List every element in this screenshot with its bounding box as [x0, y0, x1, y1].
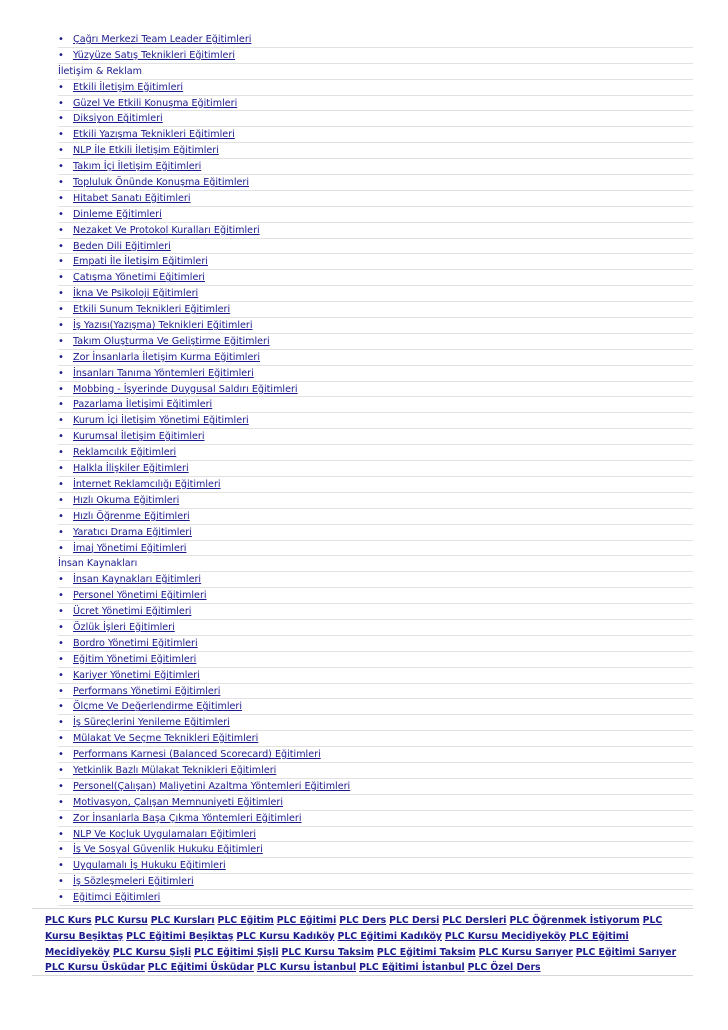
category-heading: İnsan Kaynakları — [58, 556, 693, 572]
footer-link[interactable]: PLC Eğitimi Şişli — [194, 946, 279, 958]
list-item — [58, 763, 693, 779]
bullet-icon: • — [58, 542, 64, 554]
footer-link[interactable]: PLC Ders — [339, 915, 387, 926]
bullet-icon: • — [58, 129, 64, 141]
bullet-icon: • — [58, 161, 64, 173]
bullet-icon: • — [58, 606, 64, 618]
course-link[interactable]: Çatışma Yönetimi Eğitimleri — [73, 272, 205, 284]
list-item — [58, 223, 693, 239]
list-item — [58, 445, 693, 461]
list-item — [58, 32, 693, 48]
list-item — [58, 477, 693, 493]
course-link[interactable]: İkna Ve Psikoloji Eğitimleri — [73, 288, 199, 300]
list-item — [58, 731, 693, 747]
footer-link[interactable]: PLC Eğitimi — [276, 915, 337, 926]
bullet-icon: • — [58, 590, 64, 602]
bullet-icon: • — [58, 81, 64, 93]
bullet-icon: • — [58, 764, 64, 776]
bullet-icon: • — [58, 844, 64, 856]
bullet-icon: • — [58, 113, 64, 125]
footer-link[interactable]: PLC Özel Ders — [467, 962, 541, 974]
footer-link[interactable]: PLC Eğitimi Mecidiyeköy — [45, 930, 629, 958]
course-link[interactable]: Performans Yönetimi Eğitimleri — [73, 685, 221, 697]
course-link[interactable]: İş Yazısı(Yazışma) Teknikleri Eğitimleri — [73, 320, 253, 332]
list-item — [58, 604, 693, 620]
list-item — [58, 143, 693, 159]
bullet-icon: • — [58, 335, 64, 347]
course-link[interactable]: Performans Karnesi (Balanced Scorecard) Eğitimleri — [73, 749, 321, 761]
list-item — [58, 270, 693, 286]
course-link[interactable]: Reklamcılık Eğitimleri — [73, 447, 177, 459]
footer-link[interactable]: PLC Kursu Kadıköy — [236, 930, 335, 942]
list-item — [58, 588, 693, 604]
footer-link[interactable]: PLC Eğitimi Beşiktaş — [126, 930, 234, 942]
footer-link[interactable]: PLC Dersi — [389, 915, 440, 926]
footer-link[interactable]: PLC Kursları — [150, 915, 215, 926]
footer-link[interactable]: PLC Kursu — [94, 915, 148, 926]
list-item — [58, 620, 693, 636]
course-link[interactable]: Hitabet Sanatı Eğitimleri — [73, 192, 191, 204]
bullet-icon: • — [58, 685, 64, 697]
bullet-icon: • — [58, 526, 64, 538]
footer-link[interactable]: PLC Eğitimi Kadıköy — [337, 930, 442, 942]
list-item — [58, 811, 693, 827]
bullet-icon: • — [58, 876, 64, 888]
course-link[interactable]: Yüzyüze Satış Teknikleri Eğitimleri — [73, 49, 236, 61]
course-link[interactable]: İş Sözleşmeleri Eğitimleri — [73, 876, 194, 888]
list-item — [58, 397, 693, 413]
list-item — [58, 96, 693, 112]
footer-link[interactable]: PLC Eğitimi İstanbul — [359, 962, 465, 974]
list-item — [58, 842, 693, 858]
list-item — [58, 699, 693, 715]
footer-link[interactable]: PLC Öğrenmek İstiyorum — [509, 915, 640, 926]
course-link[interactable]: İnternet Reklamcılığı Eğitimleri — [73, 478, 221, 490]
course-link[interactable]: Mülakat Ve Seçme Teknikleri Eğitimleri — [73, 733, 259, 745]
course-link[interactable]: NLP İle Etkili İletişim Eğitimleri — [73, 145, 219, 157]
course-link[interactable]: Yetkinlik Bazlı Mülakat Teknikleri Eğitimleri — [73, 764, 277, 776]
footer-link[interactable]: PLC Kursu Beşiktaş — [45, 915, 663, 942]
bullet-icon: • — [58, 717, 64, 729]
course-link[interactable]: Pazarlama İletişimi Eğitimleri — [73, 399, 213, 411]
bullet-icon: • — [58, 892, 64, 904]
course-link[interactable]: Takım Oluşturma Ve Geliştirme Eğitimleri — [73, 335, 270, 347]
course-link[interactable]: Eğitimci Eğitimleri — [73, 892, 161, 904]
course-link[interactable]: Ölçme Ve Değerlendirme Eğitimleri — [73, 701, 243, 713]
list-item — [58, 127, 693, 143]
footer-divider-bottom — [32, 975, 693, 976]
course-link[interactable]: Hızlı Öğrenme Eğitimleri — [73, 510, 190, 522]
footer-link[interactable]: PLC Kurs — [45, 915, 92, 926]
bullet-icon: • — [58, 208, 64, 220]
bullet-icon: • — [58, 463, 64, 475]
list-item — [58, 429, 693, 445]
bullet-icon: • — [58, 224, 64, 236]
footer-link[interactable]: PLC Eğitimi Taksim — [376, 946, 476, 958]
list-item — [58, 493, 693, 509]
list-item — [58, 286, 693, 302]
course-link[interactable]: Personel(Çalışan) Maliyetini Azaltma Yöntemleri Eğitimleri — [73, 780, 351, 792]
footer-link[interactable]: PLC Eğitimi Sarıyer — [575, 946, 677, 958]
course-link[interactable]: Motivasyon, Çalışan Memnuniyeti Eğitimleri — [73, 796, 284, 808]
footer-link[interactable]: PLC Kursu Üsküdar — [45, 962, 145, 974]
list-item — [58, 111, 693, 127]
course-link[interactable]: Diksiyon Eğitimleri — [73, 113, 163, 125]
list-item — [58, 795, 693, 811]
list-item — [58, 827, 693, 843]
list-item — [58, 48, 693, 64]
course-link[interactable]: Hızlı Okuma Eğitimleri — [73, 494, 180, 506]
list-item — [58, 159, 693, 175]
footer-link[interactable]: PLC Kursu İstanbul — [256, 962, 357, 974]
bullet-icon: • — [58, 288, 64, 300]
bullet-icon: • — [58, 383, 64, 395]
course-link[interactable]: İş Süreçlerini Yenileme Eğitimleri — [73, 717, 230, 729]
bullet-icon: • — [58, 49, 64, 61]
bullet-icon: • — [58, 256, 64, 268]
footer-links — [45, 913, 685, 976]
course-link[interactable]: Dinleme Eğitimleri — [73, 208, 162, 220]
course-link[interactable]: Etkili İletişim Eğitimleri — [73, 81, 184, 93]
bullet-icon: • — [58, 796, 64, 808]
bullet-icon: • — [58, 177, 64, 189]
bullet-icon: • — [58, 860, 64, 872]
course-link[interactable]: NLP Ve Koçluk Uygulamaları Eğitimleri — [73, 828, 257, 840]
course-link[interactable]: Zor İnsanlarla İletişim Kurma Eğitimleri — [73, 351, 260, 363]
course-link[interactable]: Mobbing - İşyerinde Duygusal Saldırı Eğitimleri — [73, 383, 298, 395]
bullet-icon: • — [58, 749, 64, 761]
list-item — [58, 239, 693, 255]
list-item — [58, 302, 693, 318]
list-item — [58, 366, 693, 382]
course-link[interactable]: Beden Dili Eğitimleri — [73, 240, 171, 252]
list-item — [58, 382, 693, 398]
bullet-icon: • — [58, 351, 64, 363]
bullet-icon: • — [58, 145, 64, 157]
course-link[interactable]: Kurum İçi İletişim Yönetimi Eğitimleri — [73, 415, 249, 427]
list-item — [58, 413, 693, 429]
footer-link[interactable]: PLC Eğitimi Üsküdar — [147, 962, 254, 974]
footer-link[interactable]: PLC Dersleri — [442, 915, 507, 926]
course-link[interactable]: Personel Yönetimi Eğitimleri — [73, 590, 207, 602]
course-link[interactable]: Topluluk Önünde Konuşma Eğitimleri — [73, 177, 250, 189]
bullet-icon: • — [58, 272, 64, 284]
bullet-icon: • — [58, 415, 64, 427]
bullet-icon: • — [58, 637, 64, 649]
bullet-icon: • — [58, 304, 64, 316]
list-item — [58, 461, 693, 477]
course-link[interactable]: Yaratıcı Drama Eğitimleri — [73, 526, 192, 538]
list-item — [58, 684, 693, 700]
course-link[interactable]: Özlük İşleri Eğitimleri — [73, 621, 175, 633]
bullet-icon: • — [58, 447, 64, 459]
list-item — [58, 207, 693, 223]
bullet-icon: • — [58, 780, 64, 792]
footer-link[interactable]: PLC Kursu Taksim — [281, 946, 374, 958]
course-link[interactable]: Çağrı Merkezi Team Leader Eğitimleri — [73, 34, 252, 45]
bullet-icon: • — [58, 574, 64, 586]
list-item — [58, 858, 693, 874]
course-link[interactable]: Bordro Yönetimi Eğitimleri — [73, 637, 198, 649]
list-item — [58, 175, 693, 191]
list-item — [58, 668, 693, 684]
list-item — [58, 874, 693, 890]
category-heading: İletişim & Reklam — [58, 64, 693, 80]
bullet-icon: • — [58, 478, 64, 490]
course-list — [0, 32, 728, 906]
bullet-icon: • — [58, 320, 64, 332]
bullet-icon: • — [58, 621, 64, 633]
bullet-icon: • — [58, 240, 64, 252]
list-item — [58, 318, 693, 334]
course-link[interactable]: Nezaket Ve Protokol Kuralları Eğitimleri — [73, 224, 260, 236]
course-link[interactable]: Etkili Sunum Teknikleri Eğitimleri — [73, 304, 231, 316]
list-item — [58, 779, 693, 795]
course-link[interactable]: İmaj Yönetimi Eğitimleri — [73, 542, 187, 554]
list-item — [58, 541, 693, 557]
course-link[interactable]: Etkili Yazışma Teknikleri Eğitimleri — [73, 129, 235, 141]
footer-link[interactable]: PLC Kursu Sarıyer — [478, 946, 573, 958]
list-item — [58, 652, 693, 668]
bullet-icon: • — [58, 701, 64, 713]
list-item — [58, 509, 693, 525]
bullet-icon: • — [58, 494, 64, 506]
list-item — [58, 890, 693, 906]
footer-link[interactable]: PLC Kursu Mecidiyeköy — [444, 930, 567, 942]
list-item — [58, 350, 693, 366]
bullet-icon: • — [58, 367, 64, 379]
bullet-icon: • — [58, 192, 64, 204]
course-link[interactable]: İnsanları Tanıma Yöntemleri Eğitimleri — [73, 367, 254, 379]
course-link[interactable]: Zor İnsanlarla Başa Çıkma Yöntemleri Eğitimleri — [73, 812, 302, 824]
course-link[interactable]: Kariyer Yönetimi Eğitimleri — [73, 669, 200, 681]
bullet-icon: • — [58, 653, 64, 665]
bullet-icon: • — [58, 510, 64, 522]
bullet-icon: • — [58, 812, 64, 824]
course-link[interactable]: Kurumsal İletişim Eğitimleri — [73, 431, 205, 443]
footer-link[interactable]: PLC Eğitim — [217, 915, 274, 926]
footer-link[interactable]: PLC Kursu Şişli — [112, 946, 192, 958]
course-link[interactable]: Halkla İlişkiler Eğitimleri — [73, 463, 189, 475]
bullet-icon: • — [58, 733, 64, 745]
list-item — [58, 525, 693, 541]
course-link[interactable]: İş Ve Sosyal Güvenlik Hukuku Eğitimleri — [73, 844, 263, 856]
list-item — [58, 334, 693, 350]
bullet-icon: • — [58, 828, 64, 840]
footer-divider-top — [32, 908, 693, 909]
course-link[interactable]: İnsan Kaynakları Eğitimleri — [73, 574, 202, 586]
course-link[interactable]: Güzel Ve Etkili Konuşma Eğitimleri — [73, 97, 238, 109]
list-item — [58, 80, 693, 96]
course-link[interactable]: Eğitim Yönetimi Eğitimleri — [73, 653, 197, 665]
course-link[interactable]: Uygulamalı İş Hukuku Eğitimleri — [73, 860, 226, 872]
bullet-icon: • — [58, 669, 64, 681]
bullet-icon: • — [58, 399, 64, 411]
list-item — [58, 636, 693, 652]
course-link[interactable]: Takım İçi İletişim Eğitimleri — [73, 161, 202, 173]
list-item — [58, 572, 693, 588]
bullet-icon: • — [58, 431, 64, 443]
list-item — [58, 715, 693, 731]
list-item — [58, 747, 693, 763]
course-link[interactable]: Empati İle İletişim Eğitimleri — [73, 256, 208, 268]
course-link[interactable]: Ücret Yönetimi Eğitimleri — [73, 606, 192, 618]
bullet-icon: • — [58, 34, 64, 45]
list-item — [58, 191, 693, 207]
bullet-icon: • — [58, 97, 64, 109]
list-item — [58, 254, 693, 270]
